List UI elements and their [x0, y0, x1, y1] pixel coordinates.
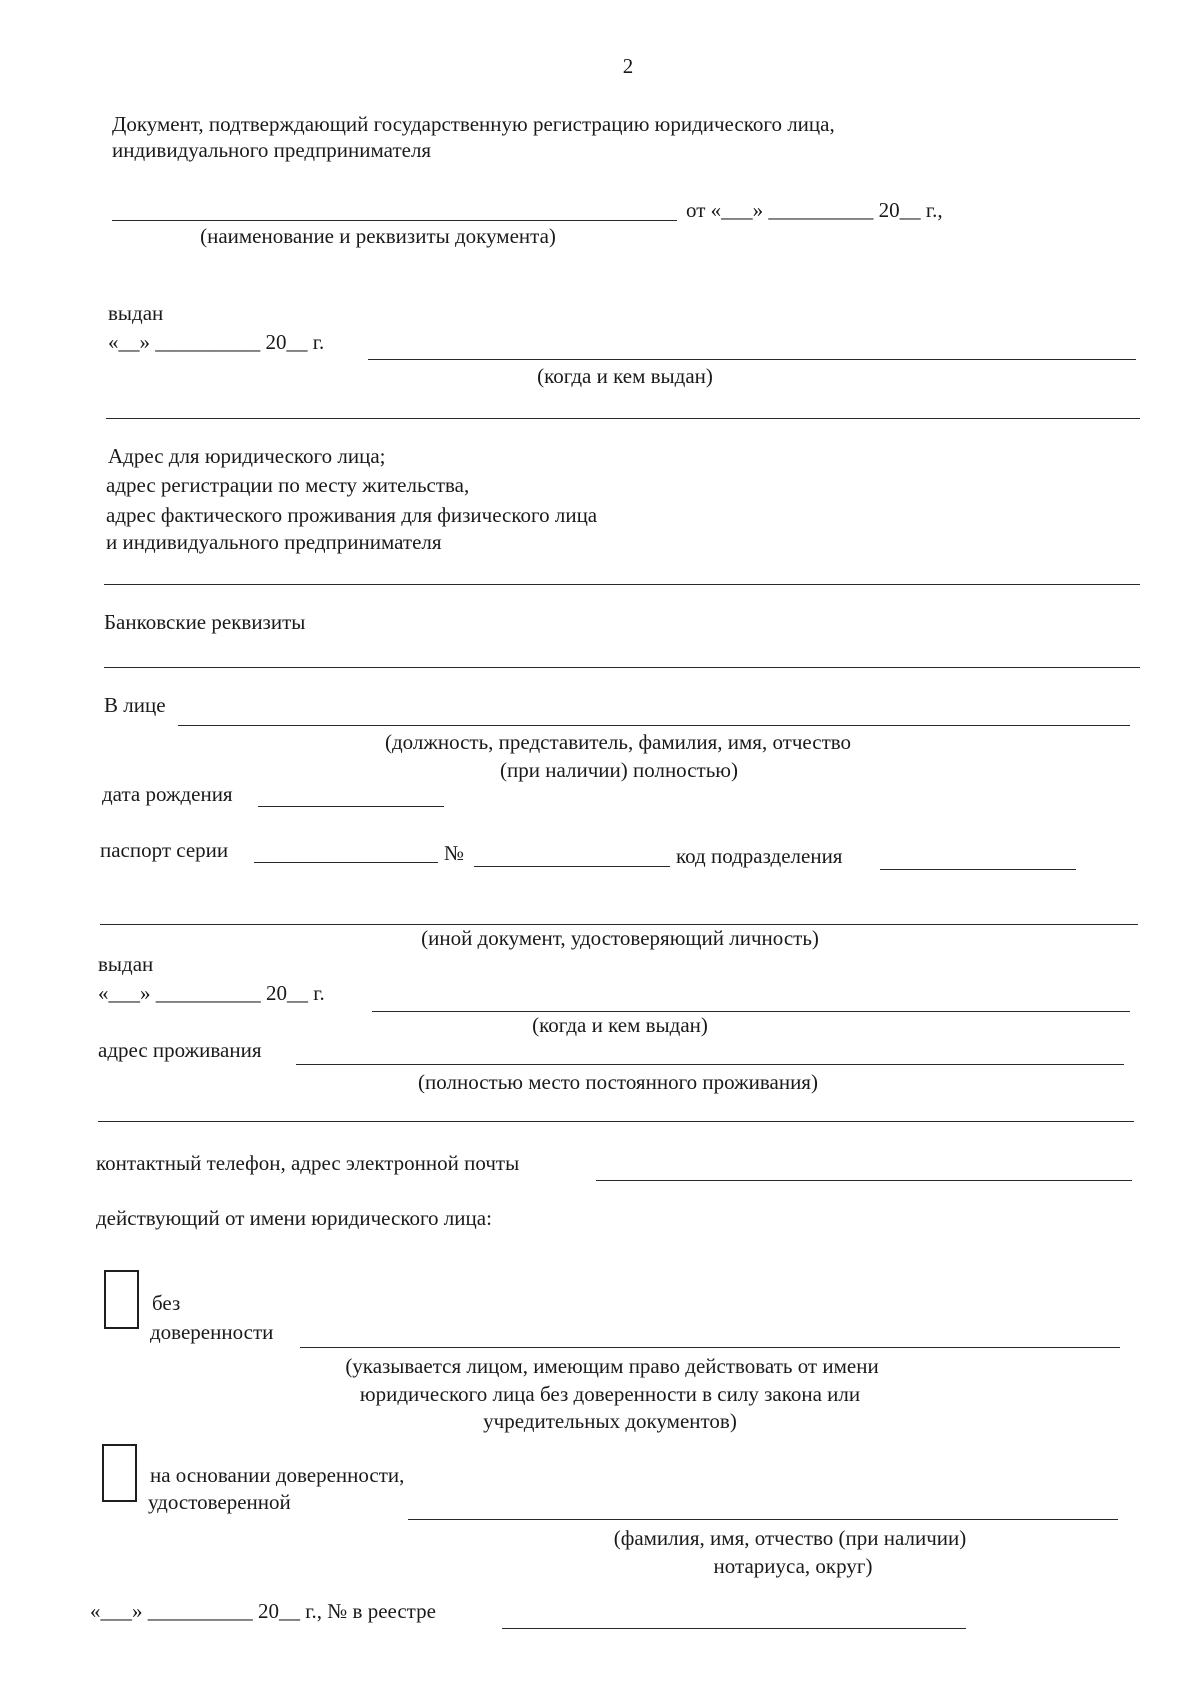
issued-2-caption: (когда и кем выдан)	[532, 1013, 708, 1037]
address-field[interactable]	[104, 584, 1140, 585]
issued-caption: (когда и кем выдан)	[537, 364, 713, 388]
issued-by-field-extra[interactable]	[106, 418, 1140, 419]
issued-2-date: «___» __________ 20__ г.	[98, 981, 325, 1005]
division-code-label: код подразделения	[676, 844, 843, 868]
other-id-document-field[interactable]	[100, 924, 1138, 925]
registration-doc-field[interactable]	[112, 220, 677, 221]
without-poa-caption-line1: (указывается лицом, имеющим право действовать от имени	[345, 1354, 879, 1378]
registration-doc-caption: (наименование и реквизиты документа)	[200, 224, 556, 248]
with-poa-checkbox[interactable]	[102, 1444, 137, 1502]
other-id-document-caption: (иной документ, удостоверяющий личность)	[421, 926, 819, 950]
passport-series-field[interactable]	[254, 862, 438, 863]
passport-number-label: №	[444, 841, 465, 865]
with-poa-label-line1: на основании доверенности,	[150, 1463, 405, 1487]
issued-date: «__» __________ 20__ г.	[108, 330, 325, 354]
birth-date-field[interactable]	[258, 806, 444, 807]
residence-address-caption: (полностью место постоянного проживания)	[418, 1070, 818, 1094]
passport-number-field[interactable]	[474, 866, 670, 867]
passport-series-label: паспорт серии	[100, 838, 229, 862]
bank-details-field[interactable]	[104, 667, 1140, 668]
with-poa-caption-line1: (фамилия, имя, отчество (при наличии)	[613, 1526, 967, 1550]
issued-by-field[interactable]	[368, 359, 1136, 360]
residence-address-field-extra[interactable]	[98, 1121, 1134, 1122]
registration-doc-label-line1: Документ, подтверждающий государственную регистрацию юридического лица,	[112, 112, 835, 136]
acting-on-behalf-label: действующий от имени юридического лица:	[96, 1206, 492, 1230]
address-label-line3: адрес фактического проживания для физического лица	[106, 503, 598, 527]
contact-label: контактный телефон, адрес электронной почты	[96, 1151, 520, 1175]
person-caption-line2: (при наличии) полностью)	[500, 758, 738, 782]
contact-field[interactable]	[596, 1180, 1132, 1181]
person-label: В лице	[104, 693, 166, 717]
residence-address-label: адрес проживания	[98, 1038, 262, 1062]
without-poa-caption-line2: юридического лица без доверенности в силу закона или	[359, 1382, 861, 1406]
issued-2-by-field[interactable]	[372, 1011, 1130, 1012]
bank-details-label: Банковские реквизиты	[104, 610, 306, 634]
registration-doc-date: от «___» __________ 20__ г.,	[686, 198, 943, 222]
with-poa-label-line2: удостоверенной	[148, 1490, 291, 1514]
address-label-line2: адрес регистрации по месту жительства,	[106, 473, 470, 497]
without-poa-label-line2: доверенности	[150, 1320, 274, 1344]
person-field[interactable]	[178, 725, 1130, 726]
with-poa-caption-line2: нотариуса, округ)	[713, 1554, 873, 1578]
registration-doc-label-line2: индивидуального предпринимателя	[112, 138, 432, 162]
with-poa-notary-field[interactable]	[408, 1519, 1118, 1520]
registry-date-label: «___» __________ 20__ г., № в реестре	[90, 1599, 436, 1623]
residence-address-field[interactable]	[296, 1064, 1124, 1065]
division-code-field[interactable]	[880, 869, 1076, 870]
without-poa-field[interactable]	[300, 1347, 1120, 1348]
issued-label: выдан	[108, 301, 164, 325]
address-label-line1: Адрес для юридического лица;	[108, 444, 386, 468]
birth-date-label: дата рождения	[102, 782, 233, 806]
without-poa-checkbox[interactable]	[104, 1270, 139, 1329]
address-label-line4: и индивидуального предпринимателя	[106, 530, 442, 554]
page-number: 2	[622, 54, 634, 78]
registry-number-field[interactable]	[502, 1628, 966, 1629]
person-caption-line1: (должность, представитель, фамилия, имя, отчество	[384, 730, 852, 754]
issued-2-label: выдан	[98, 952, 154, 976]
without-poa-label-line1: без	[152, 1291, 181, 1315]
without-poa-caption-line3: учредительных документов)	[483, 1409, 737, 1433]
